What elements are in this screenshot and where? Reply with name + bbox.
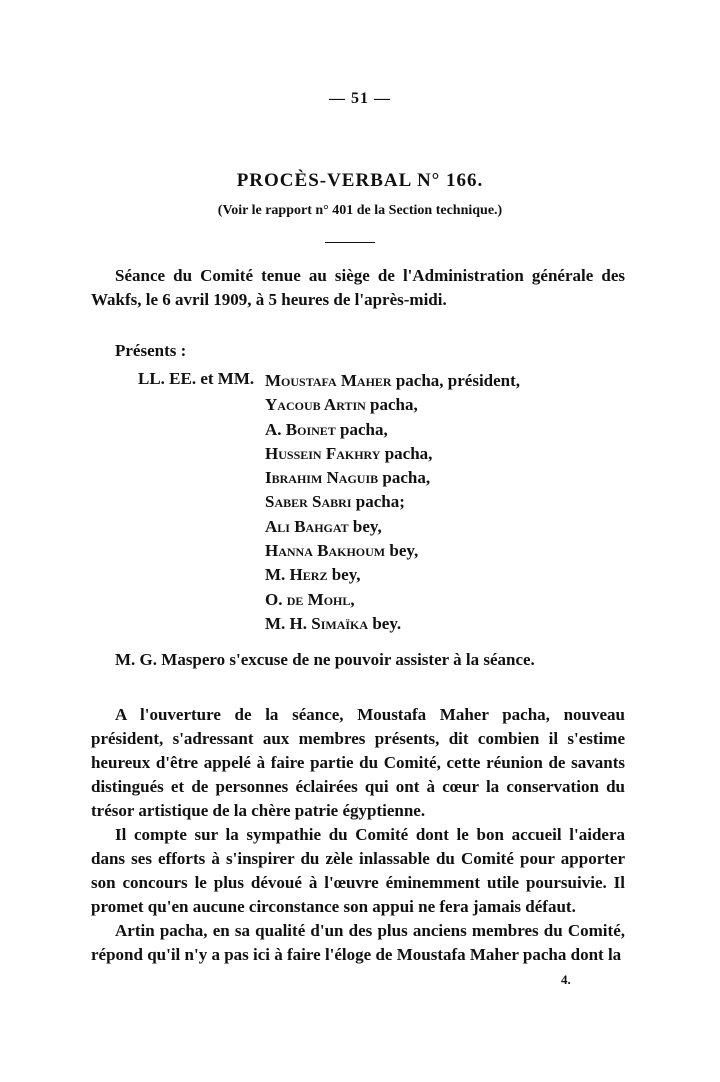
paragraph: Il compte sur la sympathie du Comité dont le bon accueil l'aidera dans ses efforts à s'inspirer du zèle inlassable du Comité pour apporter son concours le plus dévoué à l'œuvre éminemment utile poursuivie. Il promet qu'en aucune circonstance son appui ne fera jamais défaut. bbox=[91, 825, 625, 916]
paragraph: Artin pacha, en sa qualité d'un des plus anciens membres du Comité, répond qu'il n'y a pas ici à faire l'éloge de Moustafa Maher pacha dont la bbox=[91, 921, 625, 964]
member-name: Hanna Bakhoum bbox=[265, 541, 386, 561]
list-item bbox=[265, 442, 520, 466]
members-list bbox=[265, 369, 520, 636]
member-name: Saber Sabri bbox=[265, 492, 352, 512]
paragraph: A l'ouverture de la séance, Moustafa Maher pacha, nouveau président, s'adressant aux membres présents, dit combien il s'estime heureux d'être appelé à faire partie du Comité, cette réunion de savants distingués et de personnes éclairées qui ont à cœur la conservation du trésor artistique de la chère patrie égyptienne. bbox=[91, 705, 625, 820]
list-item bbox=[265, 466, 520, 490]
member-name: O. de Mohl bbox=[265, 589, 351, 609]
presents-label: Présents : bbox=[115, 341, 187, 360]
member-name: A. Boinet bbox=[265, 419, 336, 439]
list-item bbox=[265, 418, 520, 442]
member-suffix: pacha, bbox=[365, 395, 418, 415]
excuse-line: M. G. Maspero s'excuse de ne pouvoir assister à la séance. bbox=[115, 650, 535, 669]
member-name: Yacoub Artin bbox=[265, 395, 366, 415]
member-suffix: bey, bbox=[385, 541, 419, 561]
member-name: Ibrahim Naguib bbox=[265, 468, 379, 488]
member-suffix: pacha, bbox=[378, 468, 431, 488]
member-suffix: bey. bbox=[368, 613, 402, 633]
member-suffix: bey, bbox=[348, 516, 382, 536]
list-item bbox=[265, 539, 520, 563]
member-name: Moustafa Maher bbox=[265, 371, 392, 390]
list-item bbox=[265, 515, 520, 539]
list-item bbox=[265, 490, 520, 514]
subtitle: (Voir le rapport n° 401 de la Section technique.) bbox=[217, 203, 503, 218]
page-title: PROCÈS-VERBAL N° 166. bbox=[236, 170, 484, 191]
member-name: M. H. Simaïka bbox=[265, 613, 369, 633]
title-rule bbox=[325, 242, 375, 243]
list-item bbox=[265, 612, 520, 636]
honorific-label: LL. EE. et MM. bbox=[138, 369, 255, 388]
list-item bbox=[265, 588, 520, 612]
member-suffix: bey, bbox=[327, 565, 361, 585]
list-item bbox=[265, 369, 520, 393]
body-text bbox=[91, 703, 625, 967]
member-name: Ali Bahgat bbox=[265, 516, 349, 536]
intro-paragraph: Séance du Comité tenue au siège de l'Administration générale des Wakfs, le 6 avril 1909, à 5 heures de l'après-midi. bbox=[91, 266, 625, 309]
member-suffix: pacha, bbox=[380, 443, 433, 463]
list-item bbox=[265, 393, 520, 417]
member-suffix: pacha; bbox=[351, 492, 405, 512]
member-suffix: pacha, bbox=[335, 419, 388, 439]
signature-mark: 4. bbox=[561, 972, 571, 987]
member-name: M. Herz bbox=[265, 565, 328, 585]
page-number: — 51 — bbox=[329, 90, 391, 107]
member-suffix: pacha, président, bbox=[391, 371, 521, 390]
list-item bbox=[265, 563, 520, 587]
member-name: Hussein Fakhry bbox=[265, 443, 381, 463]
member-suffix: , bbox=[350, 589, 355, 609]
